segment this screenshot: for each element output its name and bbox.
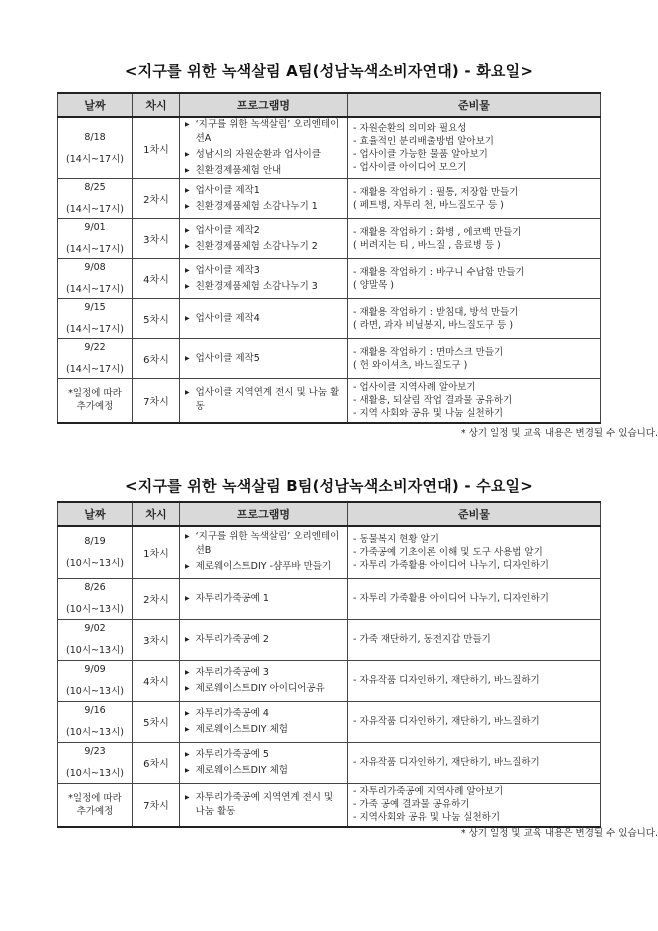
table-row bbox=[58, 219, 601, 259]
program-text: 업사이클 제작2 bbox=[195, 224, 260, 236]
program-cell bbox=[180, 179, 348, 219]
program-item bbox=[185, 264, 343, 278]
supply-line: - 새활용, 되살림 작업 결과물 공유하기 bbox=[353, 394, 513, 406]
program-item bbox=[185, 666, 343, 680]
header-supplies: 준비물 bbox=[348, 93, 601, 117]
date-gap bbox=[58, 194, 132, 203]
program-text: 친환경제품체험 안내 bbox=[195, 165, 282, 176]
program-cell bbox=[180, 219, 348, 259]
date-cell bbox=[58, 179, 133, 219]
program-cell bbox=[180, 742, 348, 783]
program-text: 친환경제품체험 소감나누기 3 bbox=[195, 280, 318, 292]
program-text: 제로웨이스트DIY -샴푸바 만들기 bbox=[195, 561, 332, 573]
supply-line: - 자유작품 디자인하기, 재단하기, 바느질하기 bbox=[353, 675, 540, 686]
supply-line: - 재활용 작업하기 : 바구니 수납함 만들기 bbox=[353, 266, 525, 278]
program-text: 자투리가죽공예 5 bbox=[195, 748, 269, 760]
bullet-triangle-icon: ▶ bbox=[185, 226, 190, 234]
table-row bbox=[58, 783, 601, 827]
program-cell bbox=[180, 259, 348, 299]
bullet-triangle-icon: ▶ bbox=[185, 793, 190, 801]
program-item bbox=[185, 224, 343, 238]
bullet-triangle-icon: ▶ bbox=[185, 563, 190, 571]
bullet-triangle-icon: ▶ bbox=[185, 725, 190, 733]
time-text: 추가예정 bbox=[76, 805, 114, 817]
program-item bbox=[185, 240, 343, 254]
time-text: (14시~17시) bbox=[66, 284, 124, 295]
session-cell: 6차시 bbox=[133, 742, 180, 783]
session-cell: 7차시 bbox=[133, 783, 180, 827]
session-cell: 2차시 bbox=[133, 179, 180, 219]
session-cell: 5차시 bbox=[133, 299, 180, 339]
table-row bbox=[58, 117, 601, 179]
program-text: 자투리가죽공예 지역연계 전시 및 나눔 활동 bbox=[195, 791, 334, 817]
bullet-triangle-icon: ▶ bbox=[185, 709, 190, 717]
bullet-triangle-icon: ▶ bbox=[185, 635, 190, 643]
bullet-triangle-icon: ▶ bbox=[185, 389, 190, 397]
program-text: ‘지구를 위한 녹색살림’ 오리엔테이션B bbox=[195, 531, 340, 557]
program-text: 업사이클 지역연계 전시 및 나눔 활동 bbox=[195, 387, 340, 413]
bullet-triangle-icon: ▶ bbox=[185, 266, 190, 274]
table-row bbox=[58, 179, 601, 219]
time-text: (10시~13시) bbox=[66, 727, 124, 738]
program-item bbox=[185, 592, 343, 606]
program-item bbox=[185, 148, 343, 162]
supply-line: - 동물복지 현황 알기 bbox=[353, 533, 439, 545]
table-row bbox=[58, 259, 601, 299]
date-gap bbox=[58, 274, 132, 283]
program-text: 제로웨이스트DIY 아이디어공유 bbox=[195, 682, 325, 694]
team-b-rows bbox=[58, 526, 601, 827]
bullet-triangle-icon: ▶ bbox=[185, 533, 190, 541]
program-item bbox=[185, 386, 343, 414]
bullet-triangle-icon: ▶ bbox=[185, 242, 190, 250]
table-row bbox=[58, 660, 601, 701]
supply-line: - 가죽 공예 결과물 공유하기 bbox=[353, 799, 470, 811]
date-gap bbox=[58, 314, 132, 323]
program-cell bbox=[180, 526, 348, 578]
table-row bbox=[58, 379, 601, 423]
program-text: 자투리가죽공예 4 bbox=[195, 707, 269, 719]
supply-line: - 업사이클 아이디어 모으기 bbox=[353, 162, 467, 173]
supply-line: - 업사이클 가능한 물품 알아보기 bbox=[353, 149, 488, 160]
program-item bbox=[185, 280, 343, 294]
program-text: 자투리가죽공예 2 bbox=[195, 633, 269, 645]
program-cell bbox=[180, 619, 348, 660]
bullet-triangle-icon: ▶ bbox=[185, 151, 190, 158]
supply-line: ( 페트병, 자투리 천, 바느질도구 등 ) bbox=[353, 199, 504, 211]
date-cell bbox=[58, 660, 133, 701]
date-cell bbox=[58, 219, 133, 259]
supply-line: ( 라면, 과자 비닐봉지, 바느질도구 등 ) bbox=[353, 319, 514, 331]
supply-line: - 자유작품 디자인하기, 재단하기, 바느질하기 bbox=[353, 757, 540, 768]
table-row bbox=[58, 619, 601, 660]
date-text: 9/02 bbox=[84, 623, 106, 634]
program-text: 업사이클 제작4 bbox=[195, 312, 260, 324]
time-text: (14시~17시) bbox=[66, 204, 124, 215]
bullet-triangle-icon: ▶ bbox=[185, 167, 190, 174]
program-cell bbox=[180, 701, 348, 742]
supply-line: - 재활용 작업하기 : 필통, 저장함 만들기 bbox=[353, 186, 519, 198]
team-b-title: <지구를 위한 녹색살림 B팀(성남녹색소비자연대) - 수요일> bbox=[125, 477, 533, 495]
bullet-triangle-icon: ▶ bbox=[185, 186, 190, 194]
date-cell bbox=[58, 578, 133, 619]
program-text: 친환경제품체험 소감나누기 1 bbox=[195, 200, 318, 212]
supplies-cell bbox=[348, 219, 601, 259]
supplies-cell bbox=[348, 339, 601, 379]
date-text: 9/08 bbox=[84, 262, 106, 273]
time-text: (10시~13시) bbox=[66, 557, 124, 569]
header-date: 날짜 bbox=[58, 502, 133, 526]
session-cell: 7차시 bbox=[133, 379, 180, 423]
date-text: 9/01 bbox=[84, 222, 106, 233]
supplies-cell bbox=[348, 660, 601, 701]
supplies-cell bbox=[348, 259, 601, 299]
supply-line: - 효율적인 분리배출방법 알아보기 bbox=[353, 136, 494, 147]
date-cell bbox=[58, 783, 133, 827]
supply-line: - 자원순환의 의미와 필요성 bbox=[353, 123, 467, 134]
team-a-rows bbox=[58, 117, 601, 423]
supply-line: - 지역 사회와 공유 및 나눔 실천하기 bbox=[353, 407, 504, 419]
table-row bbox=[58, 339, 601, 379]
date-gap bbox=[58, 594, 132, 603]
program-item bbox=[185, 748, 343, 762]
supply-line: - 재활용 작업하기 : 면마스크 만들기 bbox=[353, 346, 504, 358]
date-text: 9/22 bbox=[84, 342, 106, 353]
bullet-triangle-icon: ▶ bbox=[185, 314, 190, 322]
team-a-note: * 상기 일정 및 교육 내용은 변경될 수 있습니다. bbox=[460, 428, 658, 439]
program-text: 업사이클 제작3 bbox=[195, 264, 260, 276]
program-item bbox=[185, 791, 343, 819]
supplies-cell bbox=[348, 701, 601, 742]
supplies-cell bbox=[348, 742, 601, 783]
table-row bbox=[58, 299, 601, 339]
date-gap bbox=[58, 354, 132, 363]
team-b-header-row bbox=[58, 502, 601, 526]
header-program: 프로그램명 bbox=[180, 502, 348, 526]
team-b-note: * 상기 일정 및 교육 내용은 변경될 수 있습니다. bbox=[460, 828, 658, 839]
header-supplies: 준비물 bbox=[348, 502, 601, 526]
program-cell bbox=[180, 299, 348, 339]
date-gap bbox=[58, 635, 132, 644]
program-text: 업사이클 제작5 bbox=[195, 352, 260, 364]
date-gap bbox=[58, 144, 132, 153]
program-item bbox=[185, 682, 343, 696]
supplies-cell bbox=[348, 783, 601, 827]
date-gap bbox=[58, 758, 132, 767]
bullet-triangle-icon: ▶ bbox=[185, 594, 190, 602]
date-gap bbox=[58, 676, 132, 685]
program-item bbox=[185, 633, 343, 647]
session-cell: 3차시 bbox=[133, 619, 180, 660]
date-cell bbox=[58, 701, 133, 742]
table-row bbox=[58, 701, 601, 742]
date-text: 8/19 bbox=[84, 535, 106, 547]
supply-line: - 자유작품 디자인하기, 재단하기, 바느질하기 bbox=[353, 716, 540, 727]
program-cell bbox=[180, 578, 348, 619]
date-cell bbox=[58, 379, 133, 423]
table-row bbox=[58, 526, 601, 578]
program-item bbox=[185, 200, 343, 214]
program-text: 업사이클 제작1 bbox=[195, 184, 260, 196]
date-text: *일정에 따라 bbox=[68, 388, 122, 400]
header-date: 날짜 bbox=[58, 93, 133, 117]
supply-line: - 가죽 재단하기, 동전지갑 만들기 bbox=[353, 634, 491, 645]
program-text: 자투리가죽공예 3 bbox=[195, 666, 269, 678]
table-row bbox=[58, 742, 601, 783]
bullet-triangle-icon: ▶ bbox=[185, 766, 190, 774]
team-a-header-row bbox=[58, 93, 601, 117]
date-text: 9/23 bbox=[84, 746, 106, 757]
supply-line: ( 헌 와이셔츠, 바느질도구 ) bbox=[353, 359, 468, 371]
program-text: 자투리가죽공예 1 bbox=[195, 592, 269, 604]
supply-line: - 업사이클 지역사례 알아보기 bbox=[353, 381, 476, 393]
date-cell bbox=[58, 339, 133, 379]
bullet-triangle-icon: ▶ bbox=[185, 282, 190, 290]
date-text: 8/18 bbox=[84, 131, 106, 143]
header-program: 프로그램명 bbox=[180, 93, 348, 117]
table-row bbox=[58, 578, 601, 619]
bullet-triangle-icon: ▶ bbox=[185, 121, 190, 128]
supplies-cell bbox=[348, 299, 601, 339]
program-text: 친환경제품체험 소감나누기 2 bbox=[195, 240, 318, 252]
bullet-triangle-icon: ▶ bbox=[185, 750, 190, 758]
date-gap bbox=[58, 717, 132, 726]
supply-line: - 자투리 가죽활용 아이디어 나누기, 디자인하기 bbox=[353, 559, 549, 571]
bullet-triangle-icon: ▶ bbox=[185, 202, 190, 210]
program-item bbox=[185, 352, 343, 366]
program-text: ‘지구를 위한 녹색살림’ 오리엔테이션A bbox=[195, 119, 340, 144]
program-cell bbox=[180, 117, 348, 179]
session-cell: 5차시 bbox=[133, 701, 180, 742]
time-text: (10시~13시) bbox=[66, 645, 124, 656]
date-gap bbox=[58, 548, 132, 557]
team-a-table bbox=[57, 92, 601, 424]
supplies-cell bbox=[348, 179, 601, 219]
program-item bbox=[185, 530, 343, 558]
date-cell bbox=[58, 526, 133, 578]
program-text: 제로웨이스트DIY 체험 bbox=[195, 723, 288, 735]
program-item bbox=[185, 560, 343, 574]
session-cell: 6차시 bbox=[133, 339, 180, 379]
time-text: (10시~13시) bbox=[66, 604, 124, 615]
program-item bbox=[185, 707, 343, 721]
date-cell bbox=[58, 619, 133, 660]
time-text: (10시~13시) bbox=[66, 686, 124, 697]
program-item bbox=[185, 764, 343, 778]
time-text: (14시~17시) bbox=[66, 324, 124, 335]
date-text: 8/25 bbox=[84, 182, 106, 193]
program-item bbox=[185, 118, 343, 146]
date-cell bbox=[58, 299, 133, 339]
supply-line: - 지역사회와 공유 및 나눔 실천하기 bbox=[353, 812, 501, 824]
time-text: 추가예정 bbox=[76, 401, 114, 413]
date-cell bbox=[58, 117, 133, 179]
date-cell bbox=[58, 742, 133, 783]
supply-line: - 자투리 가죽활용 아이디어 나누기, 디자인하기 bbox=[353, 593, 549, 604]
supply-line: ( 양말목 ) bbox=[353, 279, 394, 291]
date-gap bbox=[58, 234, 132, 243]
date-cell bbox=[58, 259, 133, 299]
session-cell: 2차시 bbox=[133, 578, 180, 619]
date-text: 9/15 bbox=[84, 302, 106, 313]
program-cell bbox=[180, 783, 348, 827]
team-b-table bbox=[57, 501, 601, 828]
session-cell: 1차시 bbox=[133, 526, 180, 578]
bullet-triangle-icon: ▶ bbox=[185, 668, 190, 676]
supplies-cell bbox=[348, 379, 601, 423]
program-item bbox=[185, 312, 343, 326]
session-cell: 1차시 bbox=[133, 117, 180, 179]
program-cell bbox=[180, 660, 348, 701]
supply-line: - 재활용 작업하기 : 화병 , 에코백 만들기 bbox=[353, 226, 522, 238]
session-cell: 3차시 bbox=[133, 219, 180, 259]
session-cell: 4차시 bbox=[133, 660, 180, 701]
bullet-triangle-icon: ▶ bbox=[185, 684, 190, 692]
program-item bbox=[185, 723, 343, 737]
time-text: (14시~17시) bbox=[66, 153, 124, 165]
supply-line: ( 버려지는 티 , 바느질 , 음료병 등 ) bbox=[353, 239, 501, 251]
session-cell: 4차시 bbox=[133, 259, 180, 299]
supplies-cell bbox=[348, 578, 601, 619]
supply-line: - 자투리가죽공예 지역사례 알아보기 bbox=[353, 786, 504, 798]
supply-line: - 가죽공예 기초이론 이해 및 도구 사용법 알기 bbox=[353, 546, 543, 558]
date-text: 8/26 bbox=[84, 582, 106, 593]
program-text: 제로웨이스트DIY 체험 bbox=[195, 764, 288, 776]
date-text: *일정에 따라 bbox=[68, 792, 122, 804]
time-text: (14시~17시) bbox=[66, 244, 124, 255]
time-text: (14시~17시) bbox=[66, 364, 124, 375]
header-session: 차시 bbox=[133, 93, 180, 117]
supplies-cell bbox=[348, 619, 601, 660]
program-cell bbox=[180, 339, 348, 379]
program-item bbox=[185, 184, 343, 198]
program-text: 성남시의 자원순환과 업사이클 bbox=[195, 149, 321, 160]
supplies-cell bbox=[348, 526, 601, 578]
supply-line: - 재활용 작업하기 : 받침대, 방석 만들기 bbox=[353, 306, 519, 318]
date-text: 9/09 bbox=[84, 664, 106, 675]
date-text: 9/16 bbox=[84, 705, 106, 716]
program-cell bbox=[180, 379, 348, 423]
supplies-cell bbox=[348, 117, 601, 179]
program-item bbox=[185, 164, 343, 178]
team-a-title: <지구를 위한 녹색살림 A팀(성남녹색소비자연대) - 화요일> bbox=[124, 62, 534, 80]
header-session: 차시 bbox=[133, 502, 180, 526]
time-text: (10시~13시) bbox=[66, 768, 124, 779]
bullet-triangle-icon: ▶ bbox=[185, 354, 190, 362]
